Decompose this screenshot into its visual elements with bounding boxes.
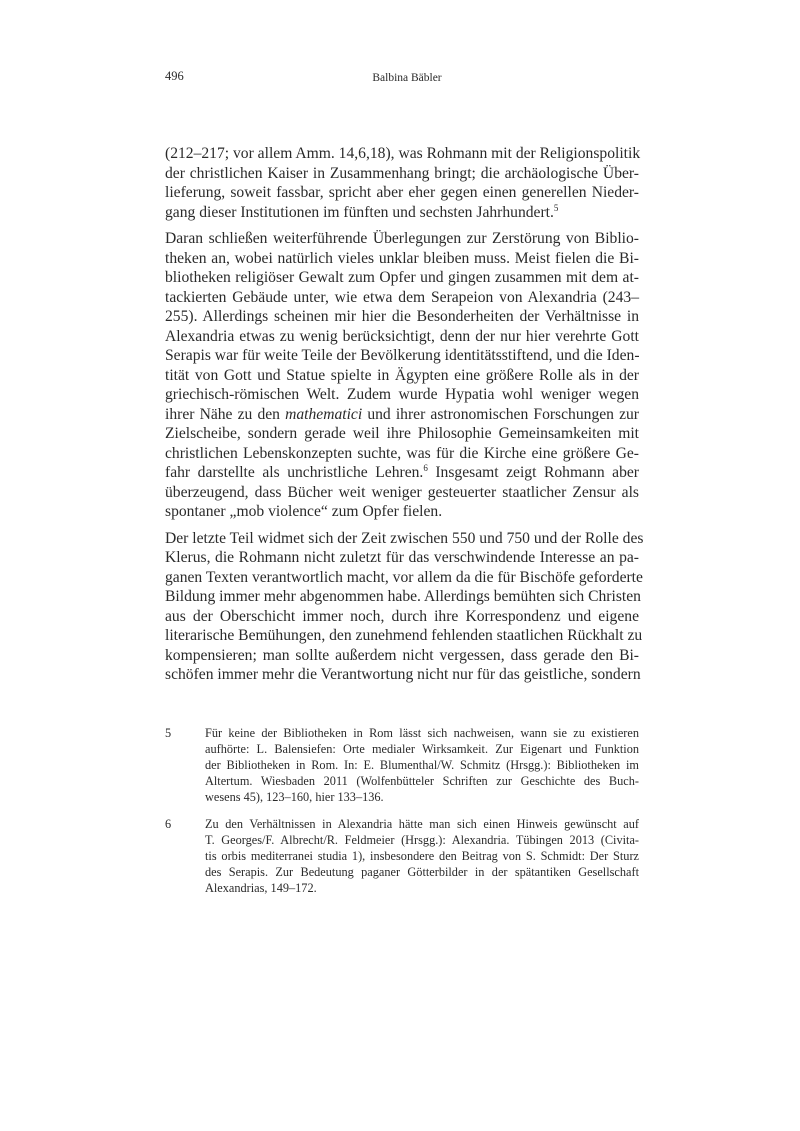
text-line: wesens 45), 123–160, hier 133–136. <box>205 790 384 804</box>
text-line: aus der Oberschicht immer noch, durch ihre Korrespondenz und eigene <box>165 607 639 625</box>
paragraph-3 <box>165 529 644 685</box>
footnote-ref-5[interactable]: 5 <box>553 202 559 213</box>
text-line: aufhörte: L. Balensiefen: Orte medialer Wirksamkeit. Zur Eigenart und Funktion <box>205 742 639 756</box>
text-line: Alexandrias, 149–172. <box>205 881 317 895</box>
text-line: 255). Allerdings scheinen mir hier die Besonderheiten der Verhältnisse in <box>165 308 639 325</box>
text-line: ganen Texten verantwortlich macht, vor allem da die für Bischöfe geforderte <box>165 568 643 586</box>
text-line: griechisch-römischen Welt. Zudem wurde Hypatia wohl weniger wegen <box>165 386 639 403</box>
text-line: Zielscheibe, sondern gerade weil ihre Philosophie Gemeinsamkeiten mit <box>165 425 639 442</box>
text-fragment: gang dieser Institutionen im fünften und sechsten Jahrhundert. <box>165 203 554 221</box>
text-fragment: ihrer Nähe zu den <box>165 405 286 423</box>
footnote-number: 5 <box>165 726 172 740</box>
footnote-text <box>205 725 639 805</box>
text-line: Zu den Verhältnissen in Alexandria hätte man sich einen Hinweis gewünscht auf <box>205 817 639 831</box>
text-line: Daran schließen weiterführende Überlegungen zur Zerstörung von Biblio- <box>165 230 639 247</box>
text-line: Serapis war für weite Teile der Bevölkerung identitätsstiftend, und die Iden- <box>165 347 640 364</box>
text-line: des Serapis. Zur Bedeutung paganer Götterbilder in der spätantiken Gesellschaft <box>205 865 639 879</box>
text-line: theken an, wobei natürlich vieles unklar bleiben muss. Meist fielen die Bi- <box>165 249 639 267</box>
text-fragment: fahr darstellte als unchristliche Lehren. <box>165 464 424 481</box>
italic-term: mathematici <box>285 405 363 423</box>
text-line <box>165 203 639 223</box>
text-line: Altertum. Wiesbaden 2011 (Wolfenbütteler Schriften zur Geschichte des Buch- <box>205 774 639 788</box>
footnote-6 <box>165 816 639 896</box>
text-line: tität von Gott und Statue spielte in Ägypten eine größere Rolle als in der <box>165 366 639 384</box>
text-line: Für keine der Bibliotheken in Rom lässt sich nachweisen, wann sie zu existieren <box>205 726 639 740</box>
footnote-number: 6 <box>165 817 172 831</box>
page-number: 496 <box>165 69 184 83</box>
text-line: kompensieren; man sollte außerdem nicht vergessen, dass gerade den Bi- <box>165 646 639 664</box>
footnote-5 <box>165 725 639 805</box>
text-line: der Bibliotheken in Rom. In: E. Blumenthal/W. Schmitz (Hrsgg.): Bibliotheken im <box>205 758 639 772</box>
footnote-ref-6[interactable]: 6 <box>423 463 428 473</box>
text-line: Bildung immer mehr abgenommen habe. Allerdings bemühten sich Christen <box>165 588 641 605</box>
text-line <box>165 405 639 425</box>
text-fragment: Insgesamt zeigt Rohmann aber <box>427 464 639 481</box>
text-line: überzeugend, dass Bücher weit weniger gesteuerter staatlicher Zensur als <box>165 483 639 501</box>
text-line: christlichen Lebenskonzepten suchte, was für die Kirche eine größere Ge- <box>165 444 639 462</box>
paragraph-2 <box>165 229 639 522</box>
text-line <box>165 463 639 483</box>
running-head: Balbina Bäbler <box>372 72 442 84</box>
text-line: tackierten Gebäude unter, wie etwa dem Serapeion von Alexandria (243– <box>165 288 639 306</box>
text-line: schöfen immer mehr die Verantwortung nicht nur für das geistliche, sondern <box>165 666 641 683</box>
paragraph-1 <box>165 144 639 222</box>
footnotes <box>165 725 639 907</box>
text-line: der christlichen Kaiser in Zusammenhang bringt; die archäologische Über- <box>165 164 639 182</box>
text-line: tis orbis mediterranei studia 1), insbesondere den Beitrag von S. Schmidt: Der Sturz <box>205 849 639 863</box>
text-line: T. Georges/F. Albrecht/R. Feldmeier (Hrsgg.): Alexandria. Tübingen 2013 (Civita- <box>205 833 639 847</box>
footnote-text <box>205 816 639 896</box>
text-line: lieferung, soweit fassbar, spricht aber eher gegen einen generellen Nieder- <box>165 184 639 201</box>
text-line: Klerus, die Rohmann nicht zuletzt für das verschwindende Interesse an pa- <box>165 549 639 566</box>
text-line: (212–217; vor allem Amm. 14,6,18), was Rohmann mit der Religionspolitik <box>165 145 641 162</box>
text-line: spontaner „mob violence“ zum Opfer fielen. <box>165 503 443 520</box>
text-line: bliotheken religiöser Gewalt zum Opfer und gingen zusammen mit dem at- <box>165 269 639 286</box>
body-text <box>165 144 644 692</box>
text-line: Der letzte Teil widmet sich der Zeit zwischen 550 und 750 und der Rolle des <box>165 529 644 547</box>
text-fragment: und ihrer astronomischen Forschungen zur <box>362 405 639 423</box>
text-line: Alexandria etwas zu wenig berücksichtigt, denn der nur hier verehrte Gott <box>165 327 639 345</box>
text-line: literarische Bemühungen, den zunehmend fehlenden staatlichen Rückhalt zu <box>165 627 643 644</box>
